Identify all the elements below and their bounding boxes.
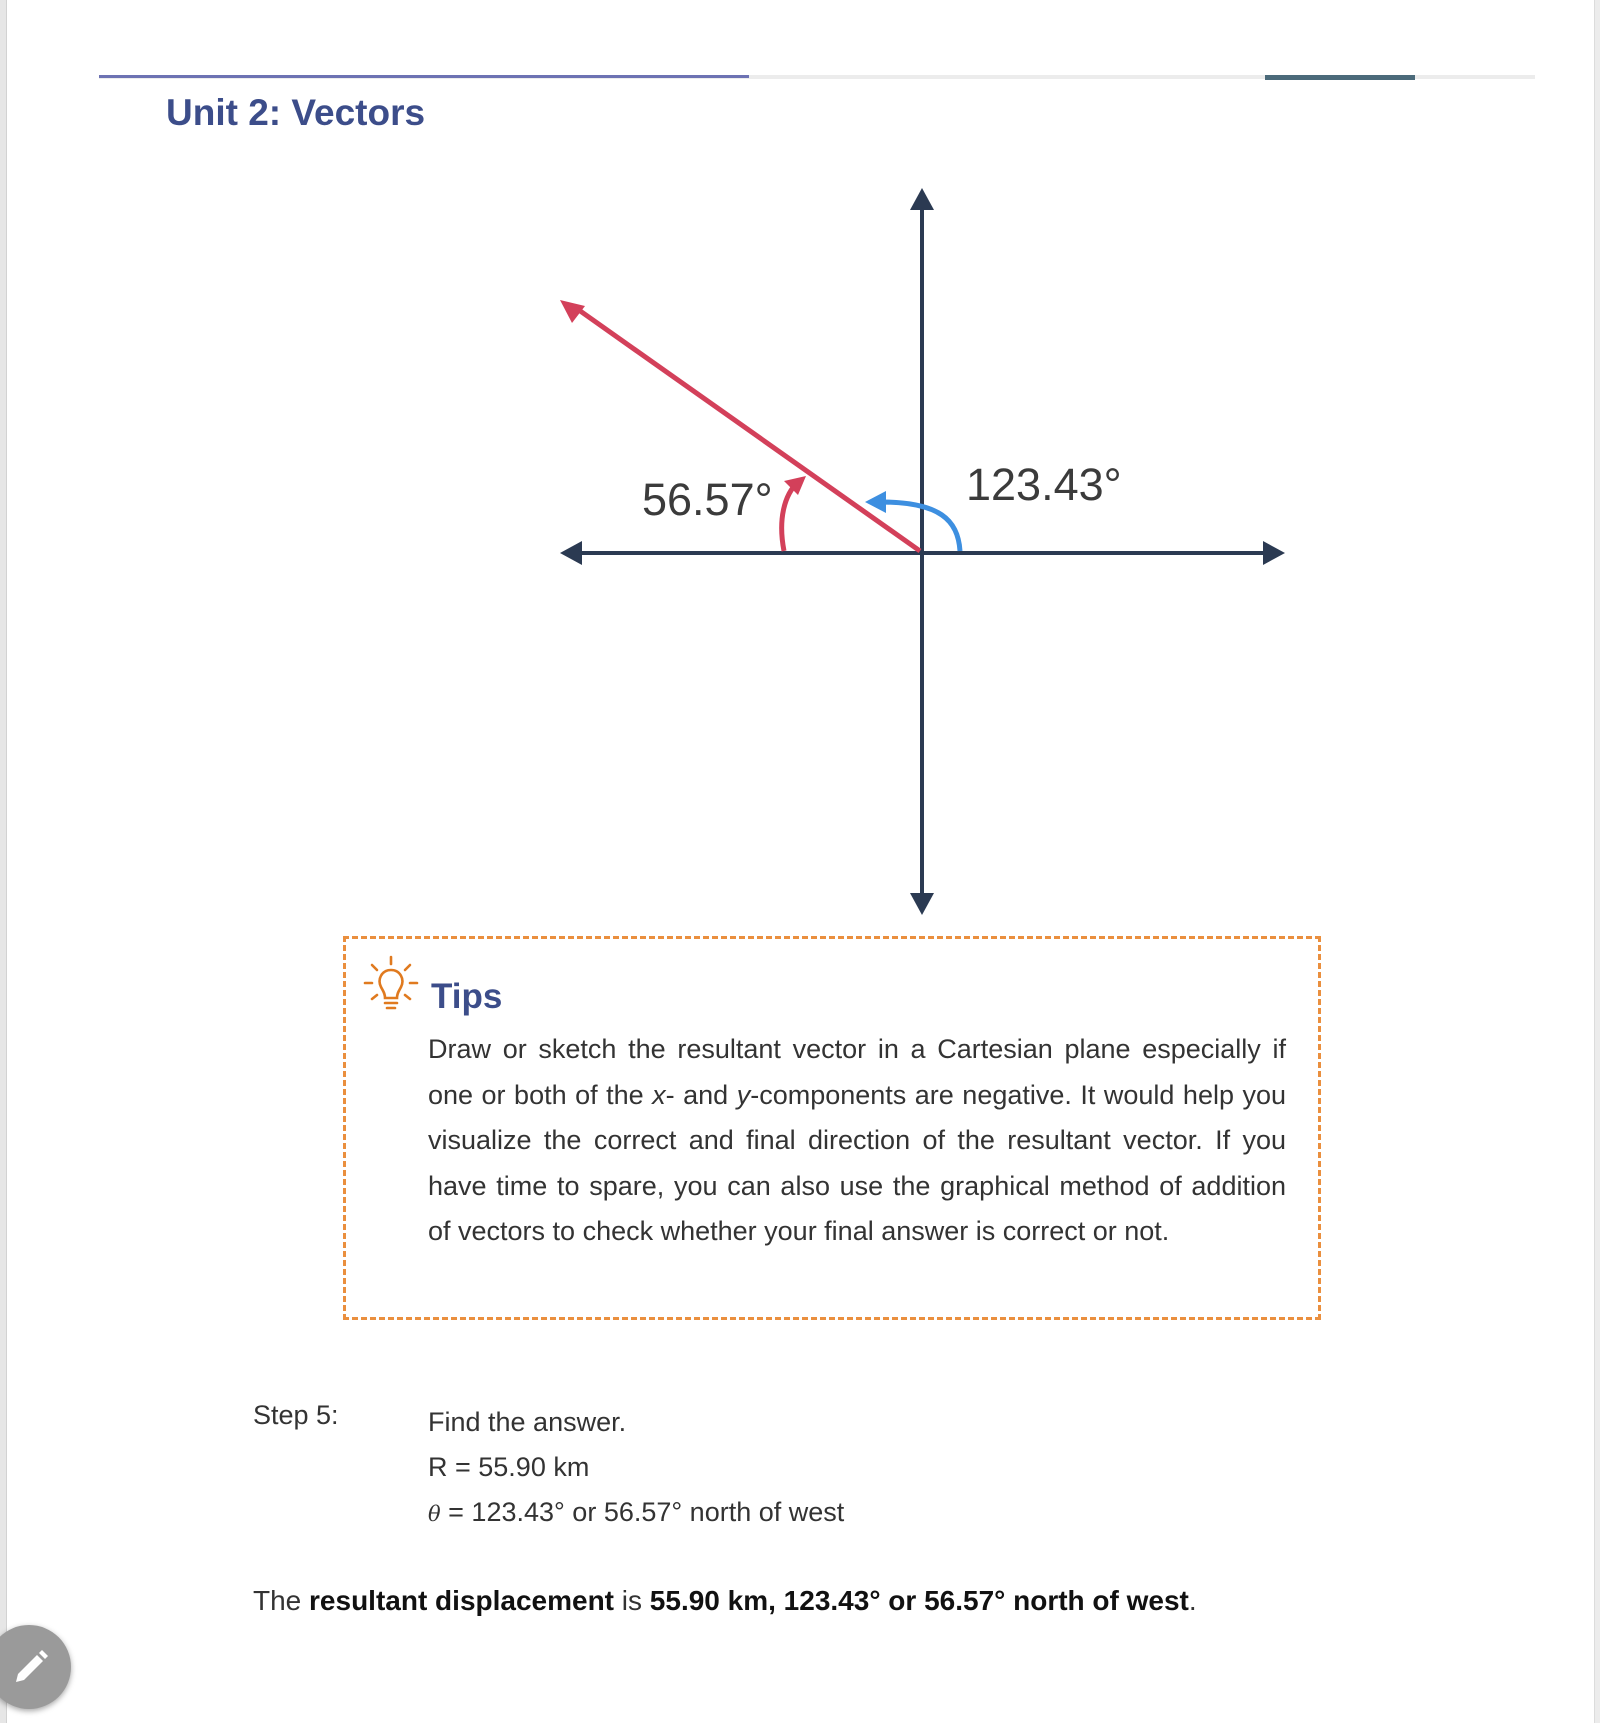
edit-button[interactable] [0, 1625, 71, 1709]
angle-arc-123-43-arrow-icon [865, 491, 886, 513]
header-accent-right [1265, 75, 1415, 80]
conclusion [253, 1585, 1197, 1617]
tips-text-part3: -components are negative. It would help you visualize the correct and final direction of the resultant vector. If you have time to spare, you can also use the graphical method of addition of vectors to check whether your final answer is correct or not. [428, 1079, 1287, 1246]
y-axis-arrow-up-icon [910, 188, 934, 210]
step-label: Step 5: [253, 1400, 339, 1430]
header-rule [99, 75, 1535, 79]
tips-text [428, 1027, 1286, 1255]
viewer-left-edge [0, 0, 7, 1723]
tips-x-variable: x [652, 1079, 666, 1110]
x-axis-arrow-right-icon [1263, 541, 1285, 565]
vector-diagram [540, 180, 1300, 930]
x-axis-arrow-left-icon [560, 541, 582, 565]
tips-text-part1: Draw or sketch the resultant vector in a Cartesian plane especially if one or both of the [428, 1034, 1286, 1110]
step-content [428, 1400, 844, 1537]
tips-text-part2: - and [665, 1079, 737, 1110]
tips-box [343, 936, 1321, 1320]
tips-y-variable: y [736, 1079, 751, 1110]
conclusion-term: resultant displacement [309, 1585, 615, 1616]
conclusion-part5: . [1188, 1585, 1197, 1616]
angle-label-left: 56.57° [642, 474, 773, 525]
conclusion-value: 55.90 km, 123.43° or 56.57° north of west [649, 1585, 1189, 1616]
conclusion-part1: The [253, 1585, 310, 1616]
angle-label-right: 123.43° [966, 459, 1122, 510]
step-instruction: Find the answer. [428, 1407, 627, 1437]
conclusion-part3: is [614, 1585, 650, 1616]
step-magnitude: R = 55.90 km [428, 1452, 590, 1482]
viewer-right-edge [1594, 0, 1600, 1723]
pencil-icon [1, 1639, 57, 1695]
step-direction [428, 1490, 844, 1537]
page-title: Unit 2: Vectors [166, 92, 426, 133]
lightbulb-icon [363, 954, 419, 1016]
header-accent-left [99, 75, 749, 78]
tips-title: Tips [431, 977, 503, 1016]
theta-symbol: θ [428, 1502, 441, 1526]
y-axis-arrow-down-icon [910, 893, 934, 915]
step-direction-value: = 123.43° or 56.57° north of west [440, 1497, 845, 1527]
